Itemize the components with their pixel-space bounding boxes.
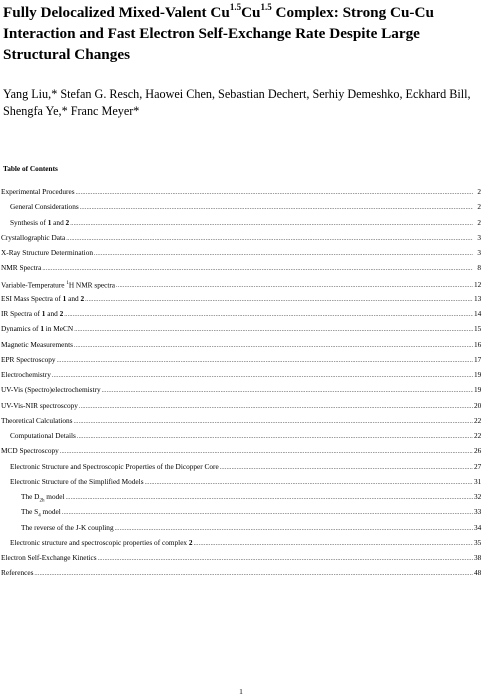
- toc-entry-label: NMR Spectra: [1, 263, 42, 273]
- toc-leader-dots: [77, 430, 473, 445]
- toc-entry-page: 48: [474, 568, 482, 578]
- toc-entry-label: Crystallographic Data: [1, 232, 66, 242]
- table-of-contents: [0, 184, 482, 581]
- toc-entry-page: 3: [477, 232, 481, 242]
- toc-entry[interactable]: [0, 443, 482, 458]
- toc-entry[interactable]: [0, 382, 482, 397]
- toc-entry-label: Computational Details: [10, 431, 76, 440]
- toc-entry[interactable]: [0, 520, 482, 535]
- toc-leader-dots: [52, 369, 473, 384]
- title-text-2: Cu: [241, 4, 261, 21]
- toc-entry-page: 26: [474, 446, 482, 456]
- toc-entry-label: EPR Spectroscopy: [1, 354, 56, 364]
- toc-entry-page: 14: [474, 309, 482, 318]
- toc-entry-label: The $S_4$ model: [21, 507, 61, 519]
- toc-entry[interactable]: [0, 413, 482, 428]
- toc-entry[interactable]: [0, 550, 482, 565]
- toc-entry-label: Electron Self-Exchange Kinetics: [1, 553, 97, 562]
- toc-entry[interactable]: [0, 321, 482, 336]
- toc-leader-dots: [34, 567, 473, 582]
- toc-leader-dots: [70, 217, 473, 232]
- toc-leader-dots: [94, 247, 473, 262]
- toc-entry-label: UV-Vis-NIR spectroscopy: [1, 400, 78, 410]
- authors-line-2: Shengfa Ye,* Franc Meyer*: [3, 104, 140, 118]
- toc-leader-dots: [57, 354, 473, 369]
- toc-leader-dots: [66, 491, 473, 506]
- toc-entry-page: 20: [474, 400, 482, 410]
- toc-entry[interactable]: [0, 504, 482, 519]
- toc-entry[interactable]: [0, 459, 482, 474]
- toc-entry-page: 22: [474, 415, 482, 425]
- title-text-3: Complex: Strong Cu-Cu Interaction and Fast Electron Self-Exchange Rate Despite Large Structural Changes: [3, 4, 434, 63]
- toc-leader-dots: [66, 232, 473, 247]
- toc-entry[interactable]: [0, 306, 482, 321]
- toc-entry-page: 2: [477, 217, 481, 227]
- toc-leader-dots: [194, 537, 473, 552]
- author-list: [3, 86, 479, 120]
- toc-entry-label: Electrochemistry: [1, 370, 51, 379]
- toc-entry-page: 27: [474, 461, 482, 471]
- toc-entry-page: 34: [474, 522, 482, 532]
- toc-entry-page: 8: [477, 263, 481, 273]
- toc-entry-label: UV-Vis (Spectro)electrochemistry: [1, 385, 101, 395]
- toc-leader-dots: [64, 308, 473, 323]
- toc-entry[interactable]: [0, 245, 482, 260]
- title-text-1: Fully Delocalized Mixed-Valent Cu: [3, 4, 230, 21]
- toc-entry[interactable]: [0, 199, 482, 214]
- toc-entry-page: 38: [474, 553, 482, 562]
- toc-leader-dots: [76, 186, 473, 201]
- toc-entry[interactable]: [0, 489, 482, 504]
- title-superscript-1: 1.5: [229, 1, 242, 12]
- toc-entry-label: MCD Spectroscopy: [1, 446, 59, 456]
- toc-leader-dots: [74, 339, 473, 354]
- toc-entry-label: General Considerations: [10, 202, 79, 212]
- toc-entry-label: Experimental Procedures: [1, 187, 75, 196]
- toc-leader-dots: [62, 506, 473, 521]
- toc-entry[interactable]: [0, 428, 482, 443]
- toc-leader-dots: [79, 400, 473, 415]
- toc-entry-page: 19: [474, 370, 482, 379]
- toc-entry-label: Synthesis of 1 and 2: [10, 217, 70, 227]
- toc-entry-page: 13: [474, 293, 482, 303]
- toc-entry[interactable]: [0, 184, 482, 199]
- toc-leader-dots: [74, 415, 473, 430]
- toc-entry-label: Electronic Structure of the Simplified Models: [10, 476, 144, 486]
- toc-leader-dots: [80, 201, 473, 216]
- toc-entry-label: Electronic Structure and Spectroscopic Properties of the Dicopper Core: [10, 461, 219, 471]
- toc-entry-label: Dynamics of 1 in MeCN: [1, 324, 74, 334]
- toc-entry-label: The $D_{2h}$ model: [21, 492, 65, 504]
- toc-leader-dots: [220, 461, 473, 476]
- toc-entry-label: ESI Mass Spectra of 1 and 2: [1, 293, 85, 303]
- toc-entry-label: X-Ray Structure Determination: [1, 248, 93, 257]
- toc-entry-page: 12: [474, 279, 482, 289]
- toc-entry[interactable]: [0, 230, 482, 245]
- authors-line-1: Yang Liu,* Stefan G. Resch, Haowei Chen, Sebastian Dechert, Serhiy Demeshko, Eckhard Bill,: [3, 87, 471, 101]
- toc-entry[interactable]: [0, 565, 482, 580]
- toc-entry-page: 17: [474, 354, 482, 364]
- toc-entry-label: IR Spectra of 1 and 2: [1, 309, 64, 318]
- toc-entry-page: 31: [474, 476, 482, 486]
- toc-leader-dots: [102, 384, 473, 399]
- toc-entry-label: References: [1, 568, 34, 578]
- title-superscript-2: 1.5: [260, 1, 272, 12]
- toc-leader-dots: [145, 476, 473, 491]
- toc-entry[interactable]: [0, 215, 482, 230]
- toc-entry[interactable]: [0, 398, 482, 413]
- toc-leader-dots: [74, 323, 473, 338]
- toc-entry[interactable]: [0, 352, 482, 367]
- toc-entry-page: 22: [474, 431, 482, 440]
- toc-entry-page: 16: [474, 339, 482, 349]
- toc-entry-page: 3: [477, 248, 481, 257]
- toc-entry[interactable]: [0, 474, 482, 489]
- toc-entry[interactable]: [0, 367, 482, 382]
- toc-entry-label: Magnetic Measurements: [1, 339, 73, 349]
- toc-leader-dots: [98, 552, 473, 567]
- toc-entry-label: The reverse of the J-K coupling: [21, 522, 114, 532]
- toc-entry-label: Variable-Temperature $^1$H NMR spectra: [1, 279, 116, 289]
- toc-entry-page: 2: [477, 202, 481, 212]
- toc-entry-page: 2: [477, 187, 481, 196]
- toc-entry[interactable]: [0, 337, 482, 352]
- toc-entry-label: Theoretical Calculations: [1, 415, 73, 425]
- toc-entry[interactable]: [0, 276, 482, 291]
- toc-leader-dots: [85, 293, 473, 308]
- paper-title: [3, 2, 473, 65]
- toc-entry[interactable]: [0, 260, 482, 275]
- toc-entry-page: 35: [474, 537, 482, 547]
- toc-heading: Table of Contents: [3, 164, 58, 173]
- toc-entry-label: Electronic structure and spectroscopic properties of complex 2: [10, 537, 193, 547]
- toc-entry[interactable]: [0, 535, 482, 550]
- toc-entry-page: 33: [474, 507, 482, 517]
- toc-entry-page: 32: [474, 492, 482, 501]
- toc-entry[interactable]: [0, 291, 482, 306]
- toc-entry-page: 15: [474, 324, 482, 334]
- toc-entry-page: 19: [474, 385, 482, 395]
- page-number: 1: [239, 687, 243, 696]
